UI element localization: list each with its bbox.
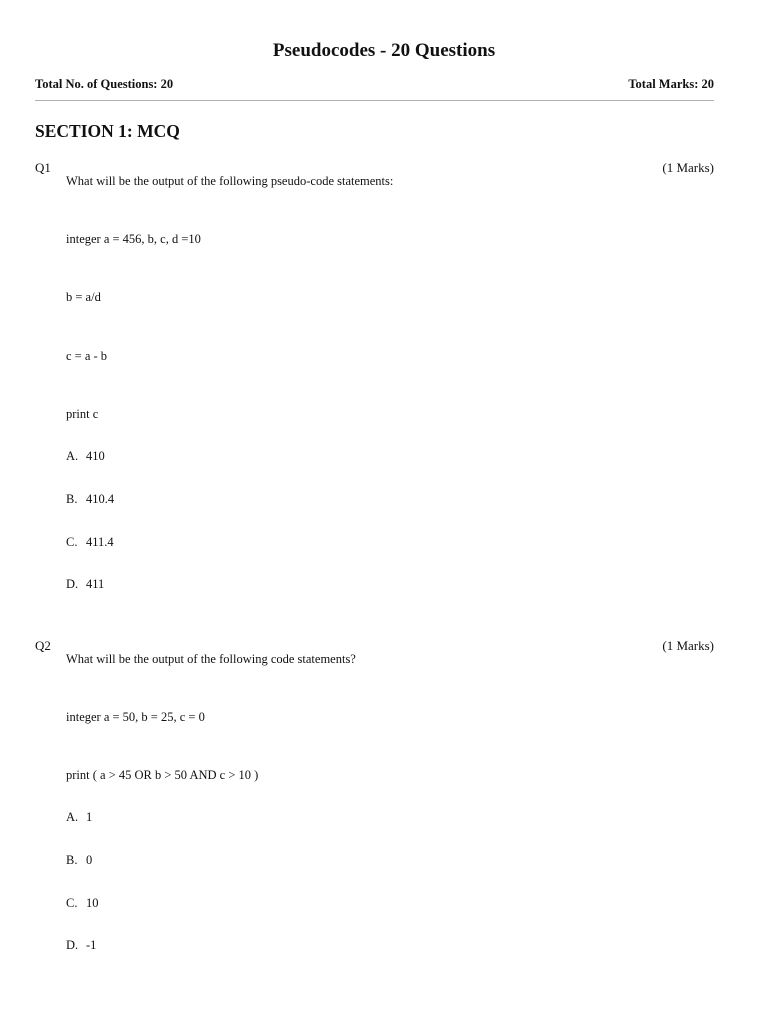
option-d[interactable] — [66, 577, 104, 592]
code-line: print c — [66, 407, 99, 421]
option-text: -1 — [86, 938, 97, 952]
option-a[interactable] — [66, 810, 92, 825]
option-letter: C. — [66, 535, 78, 549]
option-letter: C. — [66, 896, 78, 910]
question-number: Q1 — [35, 160, 51, 175]
option-d[interactable] — [66, 938, 96, 953]
option-c[interactable] — [66, 535, 114, 550]
option-letter: D. — [66, 577, 79, 591]
question-prompt: What will be the output of the following code statements? — [66, 652, 356, 666]
option-text: 410 — [86, 449, 105, 463]
page-title: Pseudocodes - 20 Questions — [272, 40, 496, 61]
question-prompt: What will be the output of the following pseudo-code statements: — [66, 174, 394, 188]
option-a[interactable] — [66, 449, 105, 464]
option-letter: D. — [66, 938, 79, 952]
total-marks-label: Total Marks: 20 — [628, 77, 714, 91]
code-line: c = a - b — [66, 349, 108, 363]
option-text: 410.4 — [86, 492, 115, 506]
code-line: integer a = 50, b = 25, c = 0 — [66, 710, 205, 724]
question-marks: (1 Marks) — [662, 638, 714, 653]
code-line: b = a/d — [66, 290, 101, 304]
option-b[interactable] — [66, 492, 114, 507]
header-divider — [35, 100, 714, 101]
option-letter: B. — [66, 853, 78, 867]
total-questions-label: Total No. of Questions: 20 — [35, 77, 174, 91]
option-text: 0 — [86, 853, 93, 867]
option-c[interactable] — [66, 896, 99, 911]
option-letter: A. — [66, 810, 79, 824]
question-marks: (1 Marks) — [662, 160, 714, 175]
option-text: 10 — [86, 896, 99, 910]
option-letter: B. — [66, 492, 78, 506]
option-b[interactable] — [66, 853, 92, 868]
option-letter: A. — [66, 449, 79, 463]
option-text: 411 — [86, 577, 105, 591]
code-line: integer a = 456, b, c, d =10 — [66, 232, 201, 246]
option-text: 1 — [86, 810, 93, 824]
question-number: Q2 — [35, 638, 51, 653]
option-text: 411.4 — [86, 535, 114, 549]
section-title: SECTION 1: MCQ — [35, 121, 180, 141]
code-line: print ( a > 45 OR b > 50 AND c > 10 ) — [66, 768, 259, 782]
